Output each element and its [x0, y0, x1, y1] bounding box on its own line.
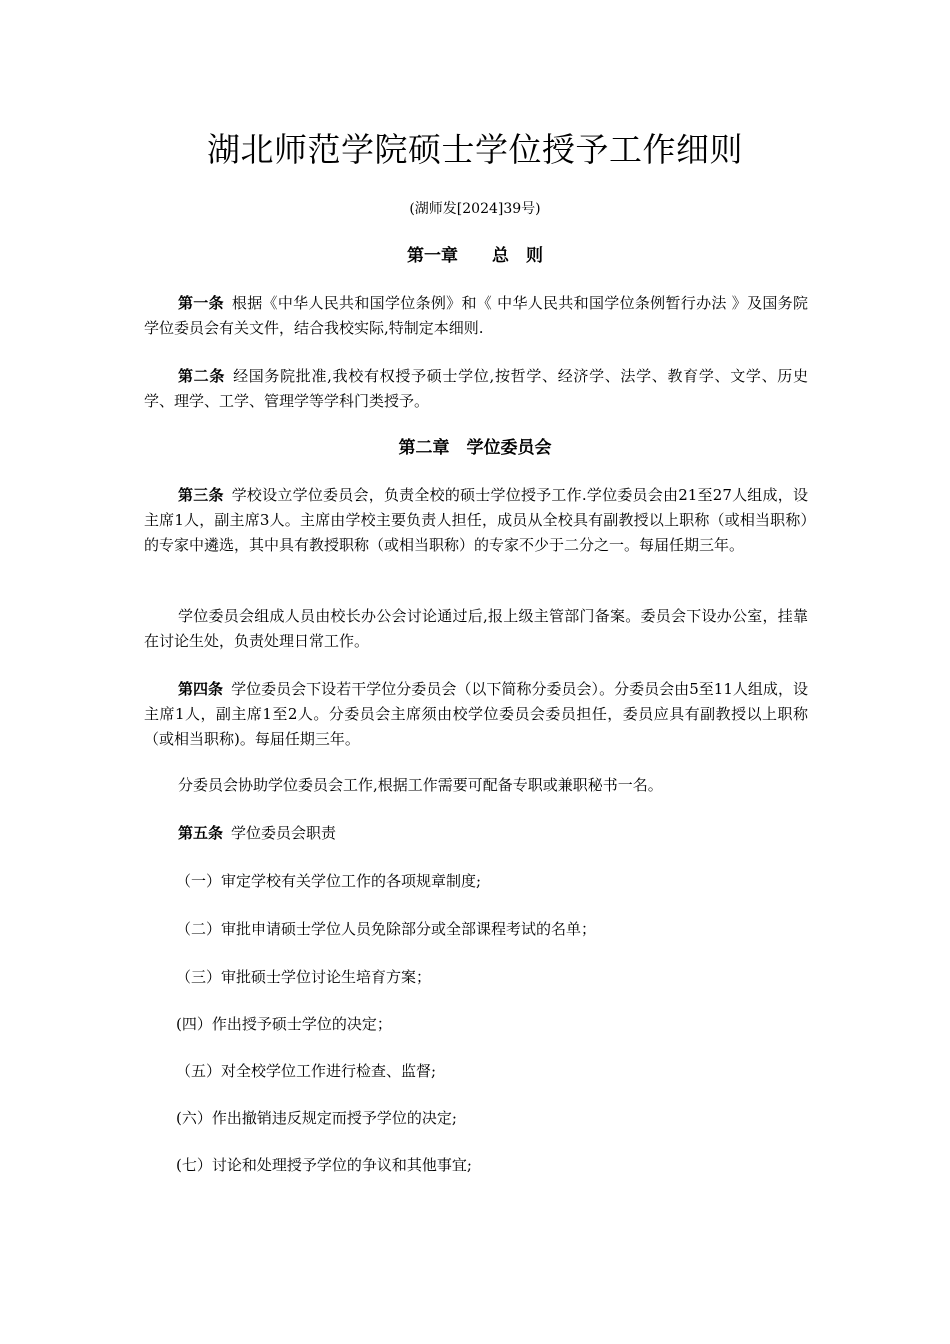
article-text: 学位委员会职责: [231, 824, 337, 842]
duty-item: （一）审定学校有关学位工作的各项规章制度;: [176, 872, 482, 890]
duty-item: (四）作出授予硕士学位的决定；: [176, 1015, 392, 1033]
duty-item: （二）审批申请硕士学位人员免除部分或全部课程考试的名单；: [176, 920, 597, 938]
article-text: 根据《中华人民共和国学位条例》和《 中华人民共和国学位条例暂行办法 》及国务院学位委员会有关文件，结合我校实际,特制定本细则.: [144, 294, 808, 337]
article-text: 经国务院批准,我校有权授予硕士学位,按哲学、经济学、法学、教育学、文学、历史学、理学、工学、管理学等学科门类授予。: [144, 367, 808, 410]
article-1: [144, 291, 808, 341]
document-title: 湖北师范学院硕士学位授予工作细则: [207, 130, 743, 169]
duty-item: (六）作出撤销违反规定而授予学位的决定;: [176, 1109, 457, 1127]
chapter-heading-1: 第一章 总 则: [407, 246, 543, 266]
article-label: 第四条: [178, 680, 224, 698]
document-number: (湖师发[2024]39号): [409, 201, 541, 217]
article-4-paragraph-2: [144, 773, 808, 798]
article-label: 第五条: [178, 824, 224, 842]
article-2: [144, 364, 808, 414]
article-3-paragraph-2: [144, 604, 808, 654]
article-3: [144, 483, 808, 558]
duty-item: (七）讨论和处理授予学位的争议和其他事宜;: [176, 1156, 472, 1174]
article-5: [144, 821, 808, 846]
article-label: 第一条: [178, 294, 224, 312]
article-4: [144, 677, 808, 752]
article-text: 学位委员会下设若干学位分委员会（以下简称分委员会）。分委员会由5至11人组成，设主席1人，副主席1至2人。分委员会主席须由校学位委员会委员担任，委员应具有副教授以上职称（或相当职称)。每届任期三年。: [144, 680, 808, 748]
article-label: 第二条: [178, 367, 226, 385]
duty-item: （五）对全校学位工作进行检查、监督;: [176, 1062, 437, 1080]
article-text: 分委员会协助学位委员会工作,根据工作需要可配备专职或兼职秘书一名。: [178, 776, 663, 794]
article-label: 第三条: [178, 486, 224, 504]
article-text: 学校设立学位委员会，负责全校的硕士学位授予工作.学位委员会由21至27人组成，设主席1人，副主席3人。主席由学校主要负责人担任，成员从全校具有副教授以上职称（或相当职称）的专家中遴选，其中具有教授职称（或相当职称）的专家不少于二分之一。每届任期三年。: [144, 486, 808, 554]
chapter-heading-2: 第二章 学位委员会: [398, 438, 552, 458]
article-text: 学位委员会组成人员由校长办公会讨论通过后,报上级主管部门备案。委员会下设办公室，挂靠在讨论生处，负责处理日常工作。: [144, 607, 808, 650]
duty-item: （三）审批硕士学位讨论生培育方案；: [176, 968, 432, 986]
